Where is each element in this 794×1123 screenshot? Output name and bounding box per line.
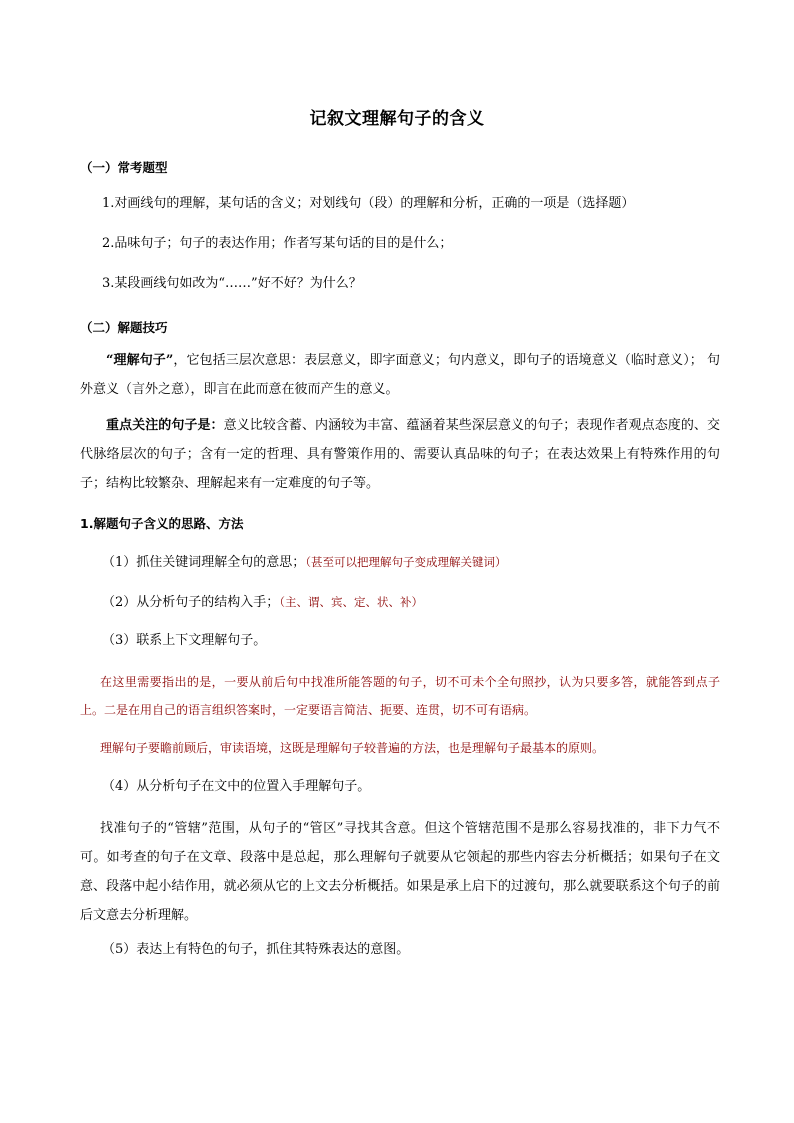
question-type-item-1: 1.对画线句的理解，某句话的含义；对划线句（段）的理解和分析，正确的一项是（选择题） [102,196,635,211]
paragraph-body: ，它包括三层次意思：表层意义，即字面意义；句内意义，即句子的语境意义（临时意义）； 句外意义（言外之意），即言在此而意在彼而产生的意义。 [80,353,720,397]
paragraph-understanding-sentences [80,346,720,404]
method-step-3: （3）联系上下文理解句子。 [102,633,267,648]
method-step-1 [102,554,507,571]
paragraph-lead: “理解句子” [106,353,174,368]
method-heading: 1.解题句子含义的思路、方法 [80,516,244,531]
document-title: 记叙文理解句子的含义 [309,109,485,129]
note-context-principle: 理解句子要瞻前顾后，审读语境，这既是理解句子较普遍的方法，也是理解句子最基本的原则。 [100,741,605,755]
question-type-item-3: 3.某段画线句如改为“……”好不好？为什么？ [102,276,362,291]
step-note: （甚至可以把理解句子变成理解关键词） [305,555,507,569]
method-step-2 [102,594,423,611]
note-answer-tips: 在这里需要指出的是，一要从前后句中找准所能答题的句子，切不可未个全句照抄，认为只要多答，就能答到点子上。二是在用自己的语言组织答案时，一定要语言简洁、扼要、连贯，切不可有语病。 [80,675,720,717]
paragraph-sentence-position: 找准句子的“管辖”范围，从句子的“管区”寻找其含意。但这个管辖范围不是那么容易找准的，非下力气不可。如考查的句子在文章、段落中是总起，那么理解句子就要从它领起的那些内容去分析概括；如果句子在文意、段落中起小结作用，就必须从它的上文去分析概括。如果是承上启下的过渡句，那么就要联系这个句子的前后文意去分析理解。 [80,821,720,923]
step-text: （1）抓住关键词理解全句的意思； [102,555,306,570]
paragraph-lead: 重点关注的句子是： [106,418,224,433]
question-type-item-2: 2.品味句子；句子的表达作用；作者写某句话的目的是什么； [102,236,453,251]
method-step-5: （5）表达上有特色的句子，抓住其特殊表达的意图。 [102,942,410,957]
section-heading-question-types: （一）常考题型 [80,160,168,175]
section-heading-techniques: （二）解题技巧 [80,320,168,335]
step-text: （2）从分析句子的结构入手； [102,595,280,610]
method-step-4: （4）从分析句子在文中的位置入手理解句子。 [102,779,371,794]
paragraph-body: 意义比较含蓄、内涵较为丰富、蕴涵着某些深层意义的句子；表现作者观点态度的、交代脉络层次的句子；含有一定的哲理、具有警策作用的、需要认真品味的句子；在表达效果上有特殊作用的句子；结构比较繁杂、理解起来有一定难度的句子等。 [80,418,720,491]
step-note: （主、谓、宾、定、状、补） [279,595,424,609]
paragraph-key-sentences [80,411,720,498]
